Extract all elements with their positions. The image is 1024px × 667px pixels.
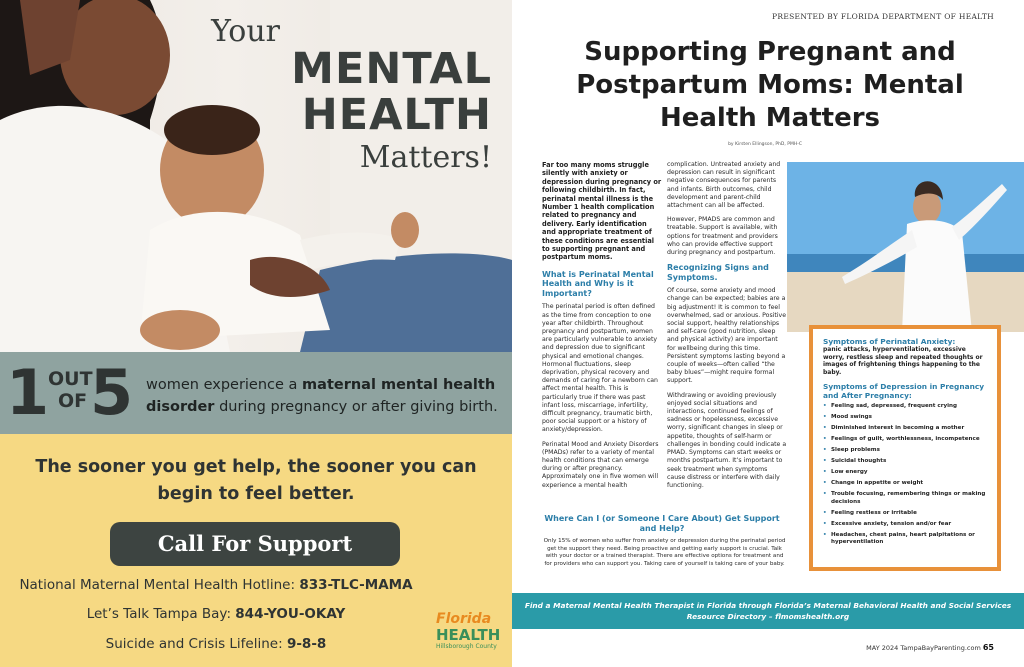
where-heading: Where Can I (or Someone I Care About) Get Support and Help?: [544, 514, 780, 533]
beach-woman-illustration: [787, 162, 1024, 332]
stat-text-bold: maternal mental health disorder: [146, 377, 496, 415]
page-footer: [866, 643, 994, 652]
footer-issue: MAY 2024: [866, 644, 899, 652]
right-page-article: [512, 0, 1024, 667]
title-health: HEALTH: [301, 90, 492, 140]
symptoms-box: [809, 325, 1001, 571]
title-matters: Matters!: [359, 140, 492, 175]
list-item: • Excessive anxiety, tension and/or fear: [823, 521, 987, 528]
article-title: Supporting Pregnant and Postpartum Moms: Mental Health Matters: [576, 37, 964, 133]
list-item: • Diminished interest in becoming a mother: [823, 425, 987, 432]
paragraph: complication. Untreated anxiety and depression can result in significant negative consequences for parents and infants. Birth outcomes, child development and parent-child attachment can all be affected.: [667, 161, 781, 210]
list-item: • Feeling restless or irritable: [823, 510, 987, 517]
support-panel: [0, 434, 512, 667]
title-your: Your: [211, 14, 280, 49]
where-paragraph: Only 15% of women who suffer from anxiety or depression during the perinatal period get the support they need. Being proactive and getting early support is crucial. Talk with your doctor or a trained therapist. There are effective options for treatment and for providers who can support you. Taking care of yourself is taking care of your baby.: [543, 538, 786, 567]
hotline-label: Let’s Talk Tampa Bay:: [86, 606, 236, 622]
stat-text-post: during pregnancy or after giving birth.: [214, 399, 498, 415]
list-item: • Headaches, chest pains, heart palpitations or hyperventilation: [823, 532, 987, 546]
paragraph: However, PMADS are common and treatable. Support is available, with options for treatment and providers who can provide effective support during pregnancy and postpartum.: [667, 216, 778, 257]
mother-baby-photo: [0, 0, 512, 352]
list-item: • Suicidal thoughts: [823, 458, 987, 465]
byline: by Kirsten Ellingson, PhD, PMH-C: [728, 142, 802, 147]
list-item: • Trouble focusing, remembering things or making decisions: [823, 491, 987, 505]
stat-of-label: OF: [58, 390, 88, 412]
intro-paragraph: Far too many moms struggle silently with anxiety or depression during pregnancy or following childbirth. In fact, perinatal mental illness is the Number 1 health complication related to pregnancy and delivery. Early identification and appropriate treatment of these conditions are essential to supporting pregnant and postpartum moms.: [542, 161, 662, 262]
anxiety-heading: Symptoms of Perinatal Anxiety:: [823, 337, 956, 346]
stat-number-one: 1: [6, 356, 50, 429]
florida-health-logo: [436, 612, 506, 650]
list-item: • Sleep problems: [823, 447, 987, 454]
hotline-number[interactable]: 9-8-8: [286, 636, 327, 652]
presented-by: PRESENTED BY FLORIDA DEPARTMENT OF HEALTH: [772, 12, 994, 21]
list-item: • Change in appetite or weight: [823, 480, 987, 487]
hotline-tampa-bay: [0, 606, 472, 622]
list-item: • Feelings of guilt, worthlessness, incompetence: [823, 436, 987, 443]
stat-description: [146, 374, 506, 418]
logo-florida: Florida: [436, 611, 492, 627]
article-column-1: [542, 161, 662, 496]
paragraph: Of course, some anxiety and mood change can be expected; babies are a big adjustment! It is common to feel overwhelmed, sad or anxious. Positive social support, healthy relationships and self-care (good nutrition, sleep and physical activity) are important for wellbeing during this time. Persistent symptoms lasting beyond a couple of weeks—often called “the baby blues”—might require formal support.: [667, 287, 787, 385]
sooner-message: The sooner you get help, the sooner you can begin to feel better.: [35, 457, 477, 504]
stat-text-pre: women experience a: [146, 377, 303, 393]
paragraph: Withdrawing or avoiding previously enjoyed social situations and interactions, continued feelings of sadness or hopelessness, excessive worry, significant changes in sleep or appetite, thoughts of self-harm or challenges in bonding could indicate a PMAD. Symptoms can start weeks or months postpartum. It’s important to seek treatment when symptoms cause distress or interfere with daily functioning.: [667, 391, 787, 489]
hotline-number[interactable]: 833-TLC-MAMA: [299, 577, 413, 593]
list-item: • Mood swings: [823, 414, 987, 421]
anxiety-symptoms: panic attacks, hyperventilation, excessive worry, restless sleep and repeated thoughts or images of frightening things happening to the baby.: [823, 346, 983, 376]
stat-number-five: 5: [90, 356, 134, 429]
list-item: • Feeling sad, depressed, frequent crying: [823, 403, 987, 410]
footer-site[interactable]: TampaBayParenting.com: [900, 644, 981, 652]
article-column-2: [667, 161, 787, 496]
hotline-number[interactable]: 844-YOU-OKAY: [235, 606, 346, 622]
page-number: 65: [982, 643, 994, 652]
resource-directory-banner[interactable]: Find a Maternal Mental Health Therapist in Florida through Florida’s Maternal Behavioral Health and Social Services Resource Directory – flmomshealth.org: [512, 593, 1024, 629]
logo-health: HEALTH: [436, 626, 501, 644]
paragraph: The perinatal period is often defined as the time from conception to one year after childbirth. Throughout pregnancy and postpartum, women are particularly vulnerable to anxiety and depression due to significant physical and emotional changes. Hormonal fluctuations, sleep deprivation, physical recovery and demands of caring for a newborn can affect mental health. This is particularly true if there was past infant loss, miscarriage, infertility, difficult pregnancy, traumatic birth, poor social support or a history of anxiety/depression.: [542, 303, 658, 434]
logo-county: Hillsborough County: [436, 643, 497, 650]
call-for-support-button[interactable]: Call For Support: [110, 522, 400, 566]
beach-woman-photo: [787, 162, 1024, 332]
hotline-label: Suicide and Crisis Lifeline:: [105, 636, 287, 652]
hotline-label: National Maternal Mental Health Hotline:: [19, 577, 300, 593]
paragraph: Perinatal Mood and Anxiety Disorders (PMADs) refer to a variety of mental health conditions that can emerge during or after pregnancy. Approximately one in five women will experience a mental health: [542, 440, 659, 489]
stat-out-label: OUT: [48, 368, 93, 390]
statistic-band: [0, 352, 512, 434]
title-mental: MENTAL: [291, 44, 492, 94]
section-heading-perinatal: What is Perinatal Mental Health and Why is it Important?: [542, 269, 654, 298]
list-item: • Low energy: [823, 469, 987, 476]
section-heading-signs: Recognizing Signs and Symptoms.: [667, 263, 769, 282]
depression-symptom-list: [823, 403, 987, 546]
hotline-crisis: [0, 636, 472, 652]
depression-heading: Symptoms of Depression in Pregnancy and After Pregnancy:: [823, 382, 985, 401]
hotline-national: [0, 577, 472, 593]
